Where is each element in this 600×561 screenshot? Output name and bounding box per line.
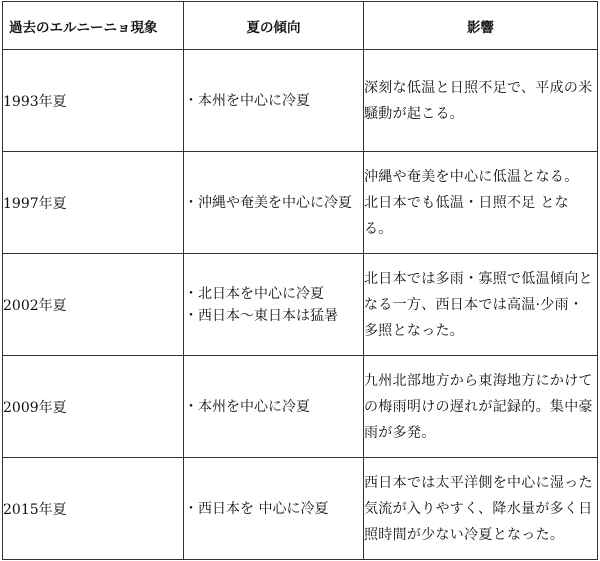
- el-nino-history-table: [2, 1, 598, 560]
- impact-cell: [364, 356, 598, 458]
- header-impact: 影響: [364, 2, 598, 50]
- year-cell: 2002年夏: [3, 254, 184, 356]
- header-row: [3, 2, 598, 50]
- trend-cell: [184, 50, 364, 152]
- table-row: [3, 50, 598, 152]
- impact-text: 九州北部地方から東海地方にかけての梅雨明けの遅れが記録的。集中豪雨が多発。: [364, 372, 593, 441]
- header-summer-trend: 夏の傾向: [184, 2, 364, 50]
- trend-cell: [184, 356, 364, 458]
- year-cell: 2009年夏: [3, 356, 184, 458]
- trend-cell: [184, 254, 364, 356]
- trend-cell: [184, 152, 364, 254]
- impact-text: 北日本では多雨・寡照で低温傾向となる一方、西日本では高温·少雨・多照となった。: [364, 270, 593, 339]
- trend-line: ・西日本〜東日本は猛暑: [184, 307, 338, 324]
- trend-line: ・本州を中心に冷夏: [184, 398, 310, 415]
- impact-cell: [364, 152, 598, 254]
- impact-cell: [364, 458, 598, 560]
- trend-line: ・西日本を 中心に冷夏: [184, 500, 329, 517]
- trend-line: ・本州を中心に冷夏: [184, 92, 310, 109]
- impact-text: 沖縄や奄美を中心に低温となる。 北日本でも低温・日照不足 となる。: [364, 168, 579, 237]
- table-row: [3, 356, 598, 458]
- table-row: [3, 152, 598, 254]
- table-row: [3, 254, 598, 356]
- impact-cell: [364, 254, 598, 356]
- year-cell: 1993年夏: [3, 50, 184, 152]
- year-cell: 1997年夏: [3, 152, 184, 254]
- header-past-el-nino: 過去のエルニーニョ現象: [3, 2, 184, 50]
- impact-text: 西日本では太平洋側を中心に湿った気流が入りやすく、降水量が多く日照時間が少ない冷夏となった。: [364, 474, 593, 543]
- year-cell: 2015年夏: [3, 458, 184, 560]
- table-row: [3, 458, 598, 560]
- trend-line: ・沖縄や奄美を中心に冷夏: [184, 194, 352, 211]
- impact-text: 深刻な低温と日照不足で、平成の米騒動が起こる。: [364, 79, 593, 122]
- trend-line: ・北日本を中心に冷夏: [184, 285, 324, 302]
- trend-cell: [184, 458, 364, 560]
- impact-cell: [364, 50, 598, 152]
